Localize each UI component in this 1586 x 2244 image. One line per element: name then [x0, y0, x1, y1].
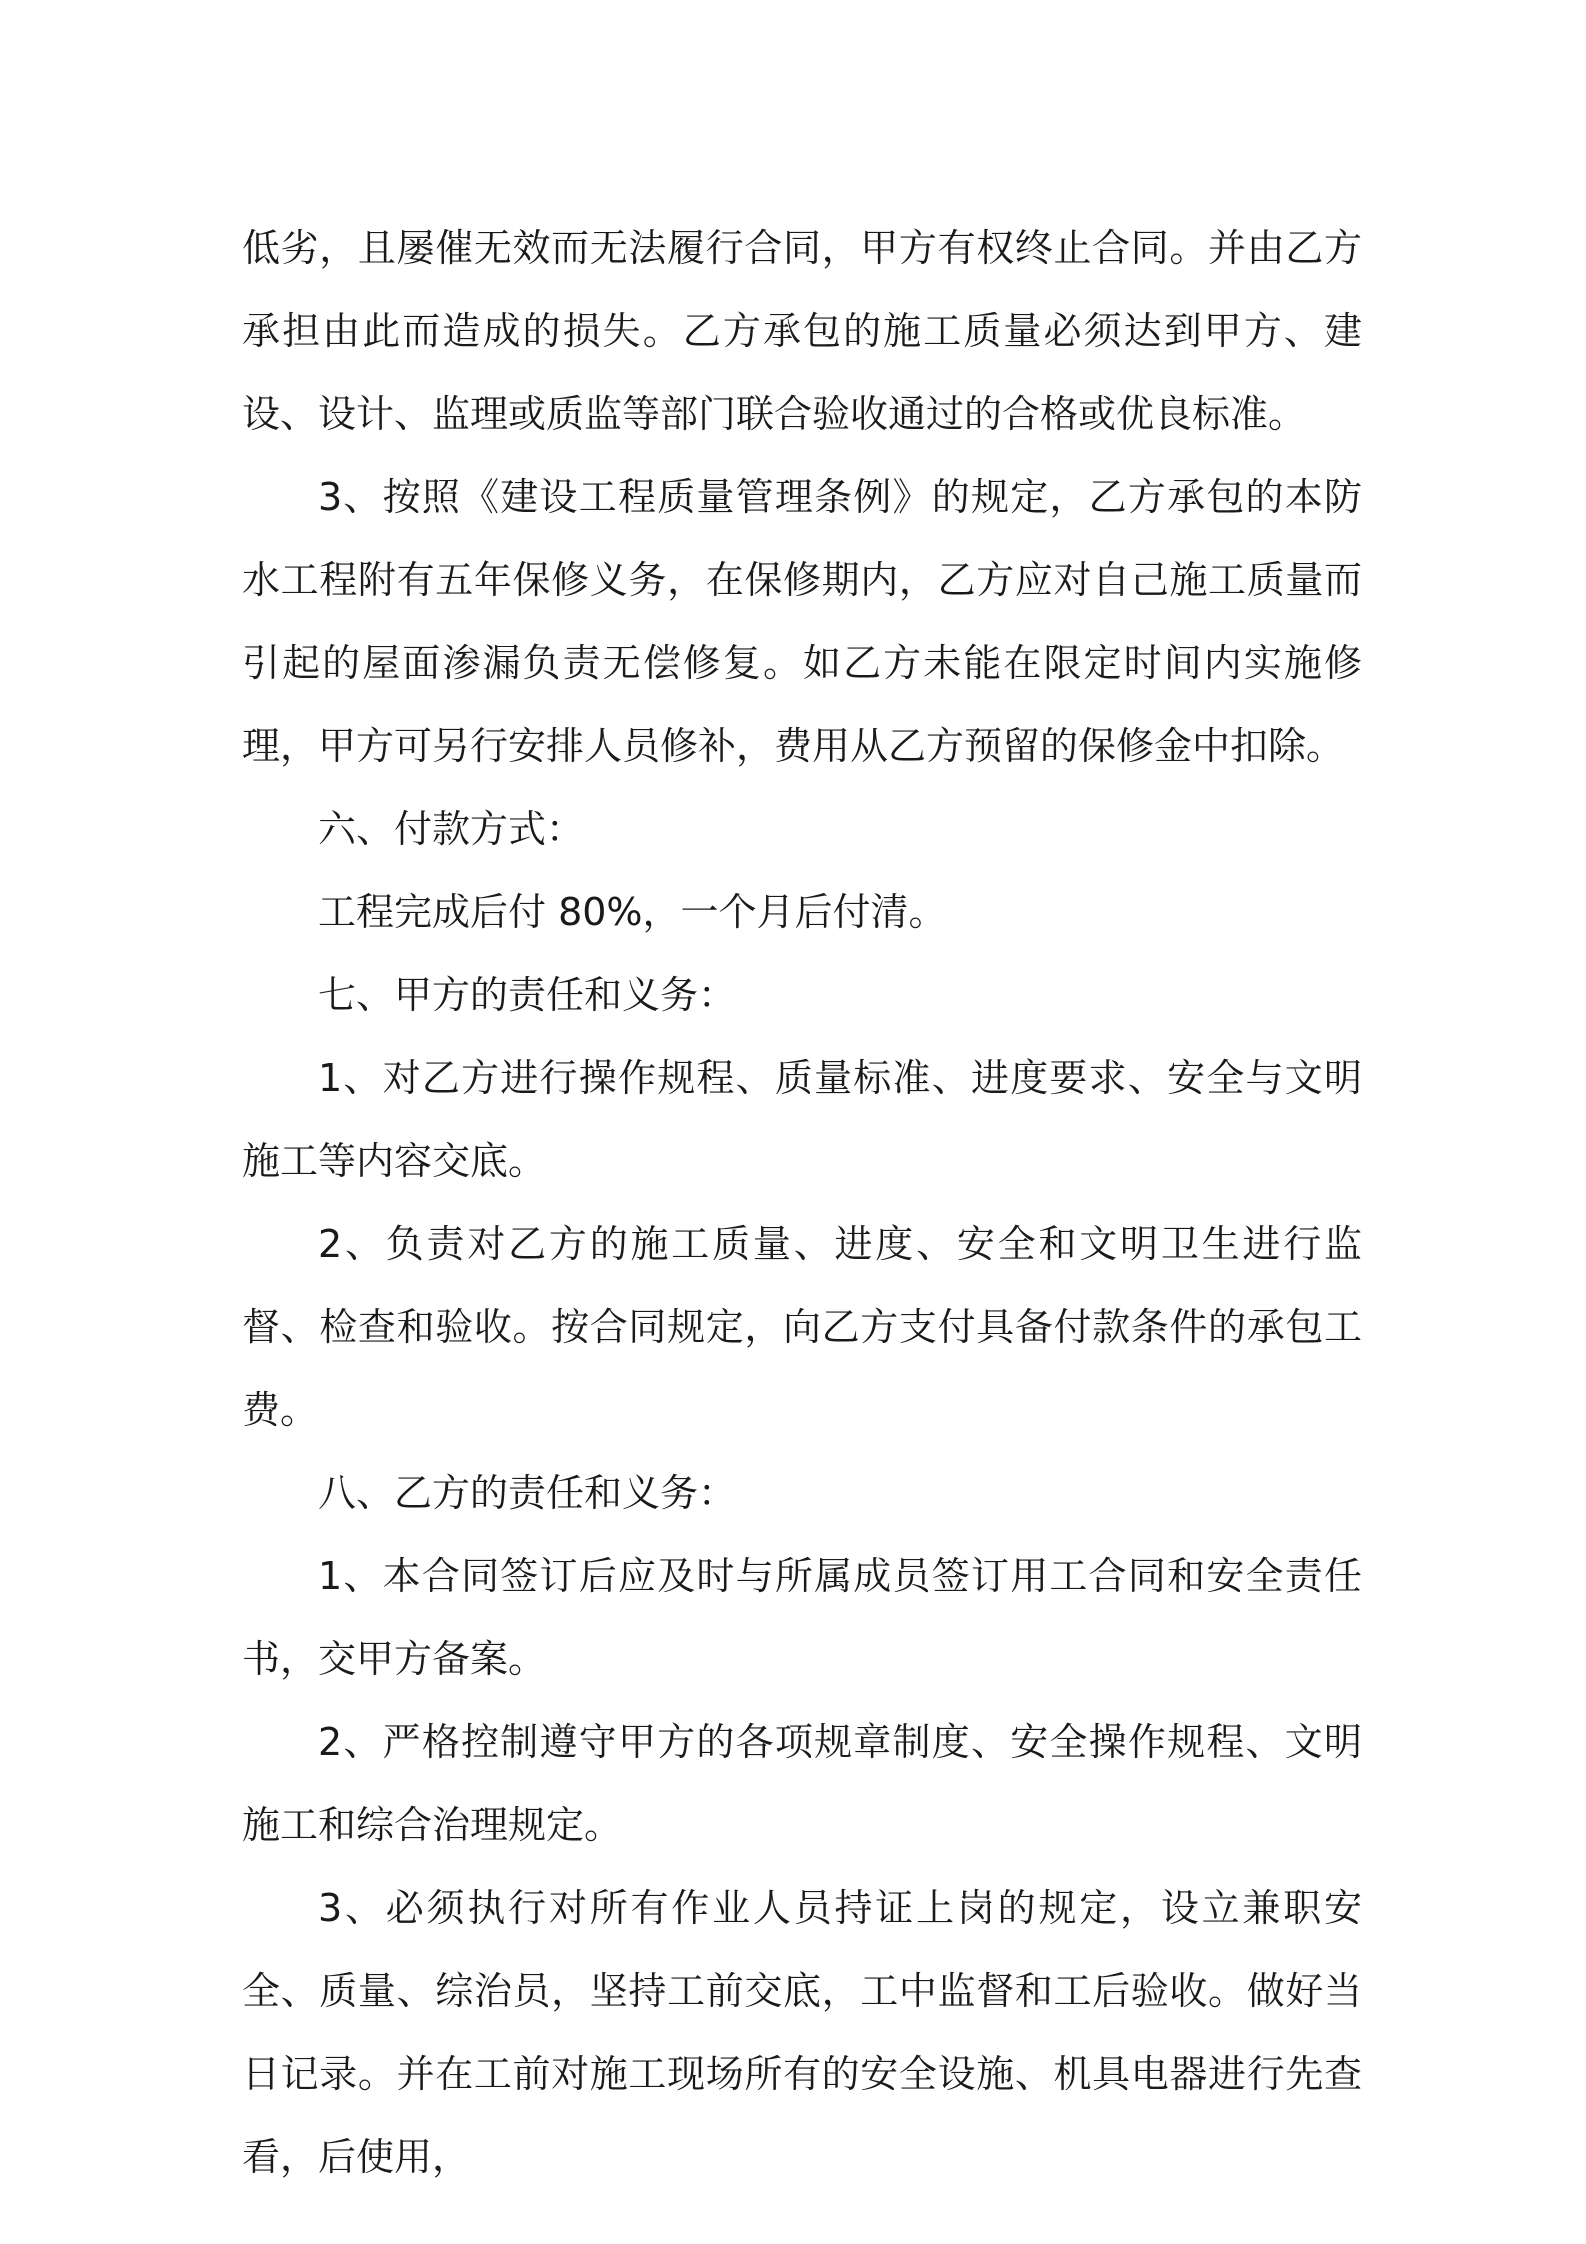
paragraph-continuation: 低劣，且屡催无效而无法履行合同，甲方有权终止合同。并由乙方承担由此而造成的损失。乙方承包的施工质量必须达到甲方、建设、设计、监理或质监等部门联合验收通过的合格或优良标准。	[242, 226, 1362, 436]
paragraph-party-b-item-1: 1、本合同签订后应及时与所属成员签订用工合同和安全责任书，交甲方备案。	[242, 1554, 1362, 1681]
paragraph-party-a-item-1: 1、对乙方进行操作规程、质量标准、进度要求、安全与文明施工等内容交底。	[242, 1056, 1362, 1183]
section-heading-payment: 六、付款方式：	[318, 807, 585, 851]
paragraph-payment-terms: 工程完成后付 80%，一个月后付清。	[318, 890, 947, 934]
section-heading-party-b: 八、乙方的责任和义务：	[318, 1471, 737, 1515]
paragraph-party-b-item-3: 3、必须执行对所有作业人员持证上岗的规定，设立兼职安全、质量、综治员，坚持工前交底，工中监督和工后验收。做好当日记录。并在工前对施工现场所有的安全设施、机具电器进行先查看，后使用，	[242, 1886, 1362, 2179]
document-body	[242, 207, 1362, 2199]
section-heading-party-a: 七、甲方的责任和义务：	[318, 973, 737, 1017]
paragraph-party-a-item-2: 2、负责对乙方的施工质量、进度、安全和文明卫生进行监督、检查和验收。按合同规定，向乙方支付具备付款条件的承包工费。	[242, 1222, 1362, 1432]
paragraph-party-b-item-2: 2、严格控制遵守甲方的各项规章制度、安全操作规程、文明施工和综合治理规定。	[242, 1720, 1362, 1847]
paragraph-warranty-clause: 3、按照《建设工程质量管理条例》的规定，乙方承包的本防水工程附有五年保修义务，在保修期内，乙方应对自己施工质量而引起的屋面渗漏负责无偿修复。如乙方未能在限定时间内实施修理，甲方可另行安排人员修补，费用从乙方预留的保修金中扣除。	[242, 475, 1362, 768]
